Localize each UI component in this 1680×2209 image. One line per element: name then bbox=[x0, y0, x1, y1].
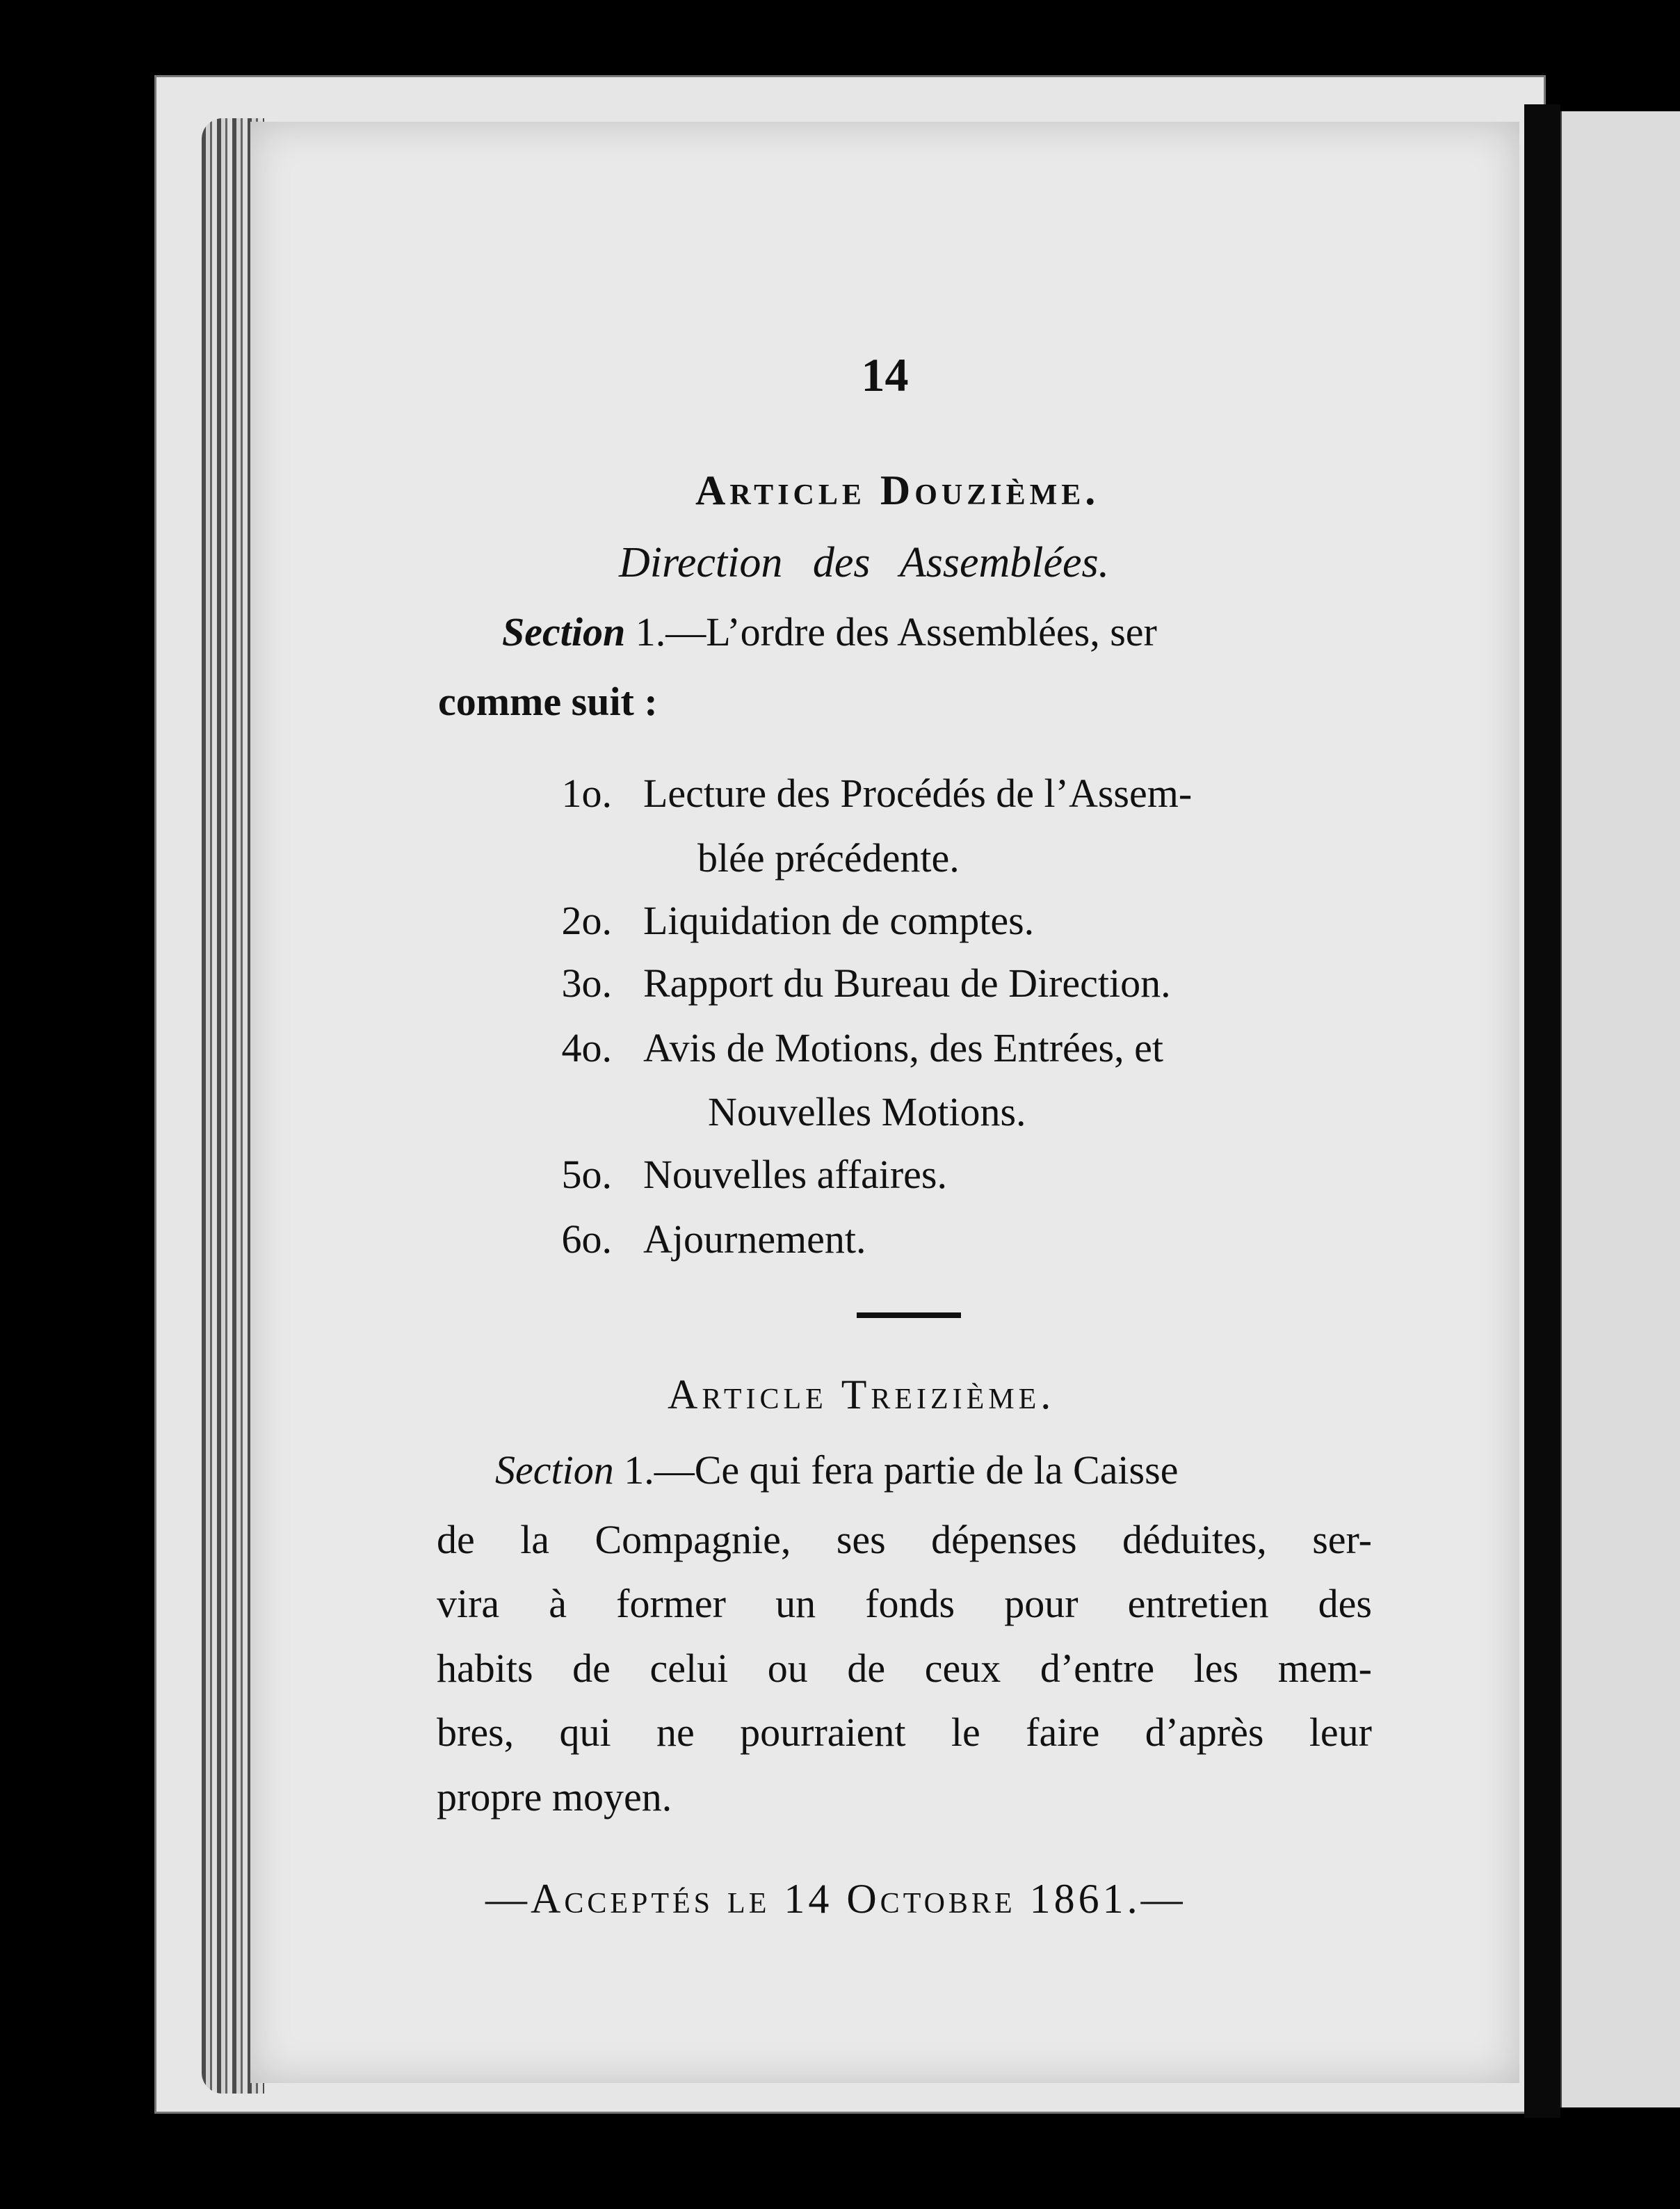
acceptance-footer: —Acceptés le 14 Octobre 1861.— bbox=[485, 1876, 1186, 1922]
list-item: Rapport du Bureau de Direction. bbox=[643, 961, 1171, 1006]
section-divider bbox=[857, 1312, 961, 1318]
list-item: Lecture des Procédés de l’Assem- bbox=[643, 771, 1193, 816]
paragraph-line: de la Compagnie, ses dépenses déduites, ser- bbox=[437, 1517, 1372, 1562]
list-item: Nouvelles affaires. bbox=[643, 1152, 947, 1197]
paragraph-line: habits de celui ou de ceux d’entre les mem- bbox=[437, 1646, 1372, 1691]
list-item-number: 2o. bbox=[561, 898, 612, 943]
list-item: Ajournement. bbox=[643, 1216, 866, 1262]
list-item-number: 3o. bbox=[561, 961, 612, 1006]
article-13-section-line bbox=[495, 1447, 1179, 1493]
list-item: Liquidation de comptes. bbox=[643, 898, 1035, 943]
list-item: blée précédente. bbox=[697, 835, 960, 881]
section-text: 1.—Ce qui fera partie de la Caisse bbox=[624, 1447, 1179, 1493]
list-item-number: 4o. bbox=[561, 1025, 612, 1070]
article-13-heading: Article Treizième. bbox=[668, 1372, 1056, 1417]
list-item-number: 5o. bbox=[561, 1152, 612, 1197]
section-label: Section bbox=[502, 609, 626, 654]
article-12-heading: Article Douzième. bbox=[695, 467, 1100, 513]
article-12-section-continuation: comme suit : bbox=[438, 679, 658, 724]
paragraph-line: vira à former un fonds pour entretien des bbox=[437, 1581, 1372, 1626]
section-text: 1.—L’ordre des Assemblées, ser bbox=[635, 609, 1157, 654]
list-item-number: 6o. bbox=[561, 1216, 612, 1262]
list-item: Avis de Motions, des Entrées, et bbox=[643, 1025, 1163, 1070]
section-label: Section bbox=[495, 1447, 614, 1493]
list-item: Nouvelles Motions. bbox=[708, 1089, 1026, 1134]
list-item-number: 1o. bbox=[561, 771, 612, 816]
paragraph-line: propre moyen. bbox=[437, 1774, 672, 1820]
article-12-section-line bbox=[502, 609, 1157, 654]
article-12-subheading: Direction des Assemblées. bbox=[619, 539, 1110, 586]
paragraph-line: bres, qui ne pourraient le faire d’après leur bbox=[437, 1710, 1372, 1755]
page-number: 14 bbox=[861, 348, 909, 401]
